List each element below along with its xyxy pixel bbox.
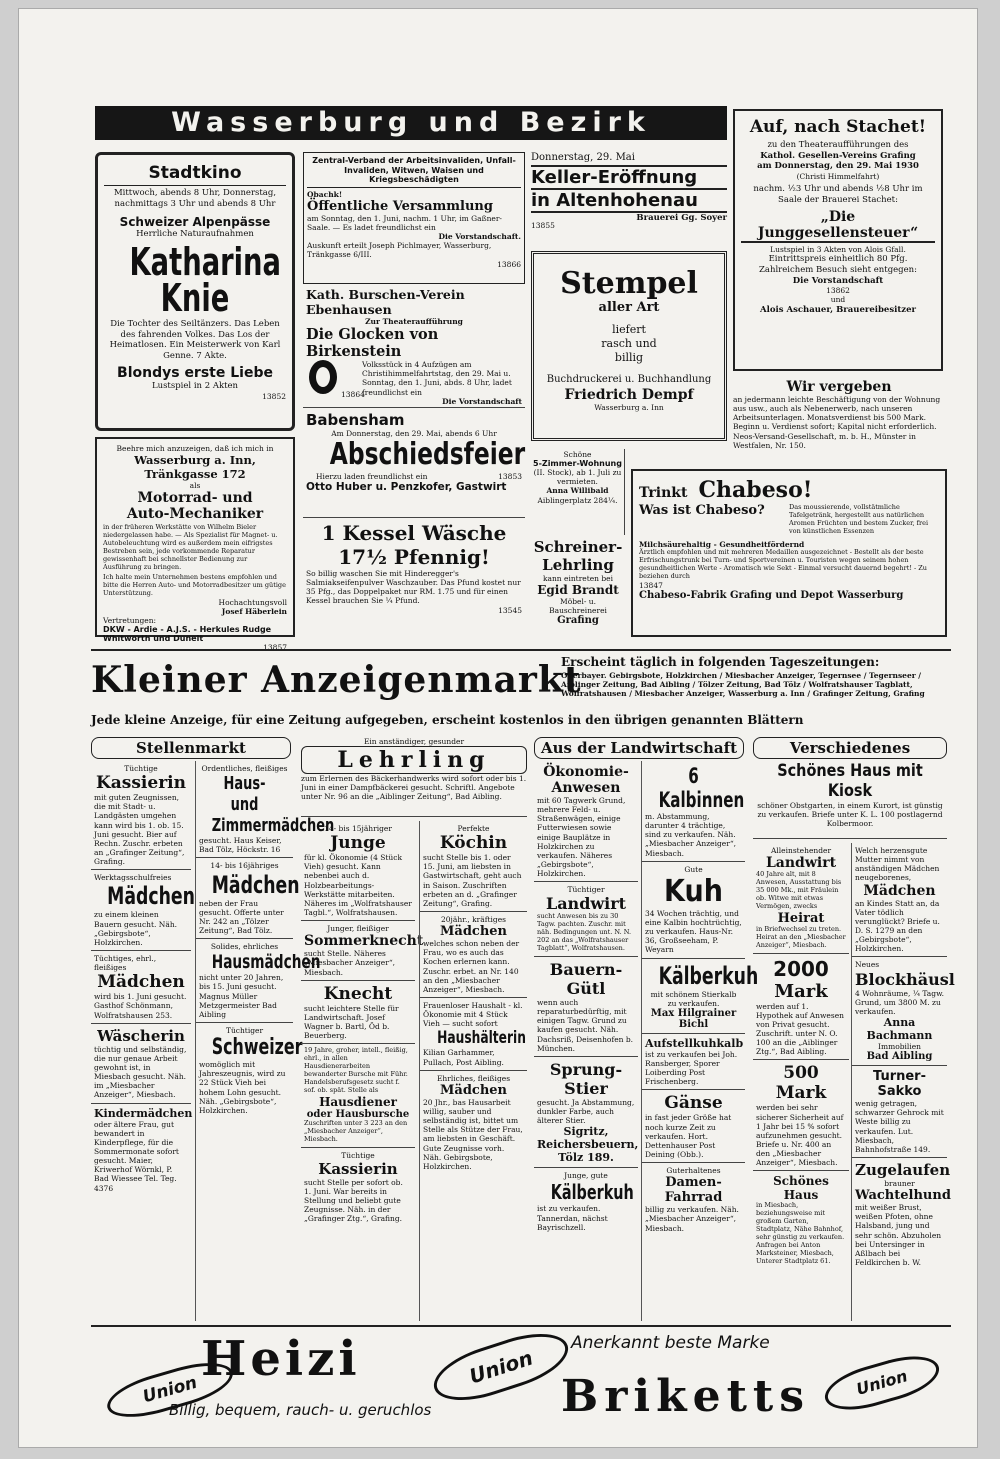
ad-madchen1 xyxy=(91,870,195,951)
stadtkino-film1-sub: Herrliche Naturaufnahmen xyxy=(136,229,254,240)
chabeso-q: Was ist Chabeso? xyxy=(639,503,765,518)
kassierin-text: mit guten Zeugnissen, die mit Stadt- u. Landgästen umgehen kann wird bis 1. ob. 15. Juni gesucht. Bier auf Rechn. Zuschr. erbeten an „Grafinger Zeitung“, Grafing. xyxy=(94,793,185,867)
union-brick-mid xyxy=(427,1323,575,1412)
stempel-sub: aller Art xyxy=(598,300,660,315)
keller-brew: Brauerei Gg. Soyer xyxy=(636,212,727,223)
zentral-ausk: Auskunft erteilt Joseph Pichlmayer, Wasserburg, Tränkgasse 6/III. xyxy=(307,241,492,260)
markt-slogan: Jede kleine Anzeige, für eine Zeitung aufgegeben, erscheint kostenlos in den übrigen genannten Blättern xyxy=(91,713,804,727)
kessel-line1: 1 Kessel Wäsche xyxy=(321,521,507,545)
knecht-title: Knecht xyxy=(323,983,393,1004)
moto-greet: Hochachtungsvoll xyxy=(218,597,287,607)
sommer-top: Junger, fleißiger xyxy=(327,924,389,934)
stachet-price: Eintrittspreis einheitlich 80 Pfg. xyxy=(768,254,908,265)
union-label-right: Union xyxy=(854,1366,910,1399)
ad-damen xyxy=(642,1163,745,1236)
madchen2-text: wird bis 1. Juni gesucht. Gasthof Schönmann, Wolfratshausen 253. xyxy=(94,992,187,1020)
madchen1-title: Mädchen xyxy=(107,882,195,911)
hausm-top: Solides, ehrliches xyxy=(210,942,279,952)
ad-kalberkuh1 xyxy=(534,1168,638,1235)
chabeso-fabrik: Chabeso-Fabrik Grafing und Depot Wasserburg xyxy=(639,589,904,601)
stadtkino-heading: Stadtkino xyxy=(148,163,242,183)
kessel-line2: 17½ Pfennig! xyxy=(338,545,490,569)
madchen2-top: Tüchtiges, ehrl., fleißiges xyxy=(94,953,157,973)
zentral-text: am Sonntag, den 1. Juni, nachm. 1 Uhr, im Gaßner-Saale. — Es ladet freundlichst ein xyxy=(307,213,502,233)
schones-title: Schönes Haus mit Kiosk xyxy=(777,761,923,801)
zentral-num: 13866 xyxy=(497,259,521,269)
kinder-title: Kindermädchen xyxy=(94,1106,193,1120)
kassierin2-top: Tüchtige xyxy=(341,1150,375,1160)
sommer-text: sucht Stelle. Näheres „Miesbacher Anzeiger“, Miesbach. xyxy=(304,949,396,977)
moto-vertr: Vertretungen: xyxy=(103,615,157,625)
kessel-text: So billig waschen Sie mit Hinderegger's Salmiakseifenpulver Waschzauber. Das Pfund kostet nur 35 Pfg., das Doppelpaket nur RM. 1.75 und für einen Kessel brauchen Sie ¼ Pfund. xyxy=(306,569,521,606)
kessel-ad xyxy=(303,518,525,618)
ad-turner xyxy=(852,1066,947,1158)
burschen-title: Die Glocken von Birkenstein xyxy=(306,326,439,361)
moto-text2: Ich halte mein Unternehmen bestens empfohlen und bitte die Herren Auto- und Motorradbesitzer um gütige Unterstützung. xyxy=(103,572,286,597)
stadtkino-star1: Katharina xyxy=(129,239,281,284)
landwirt2-top: Alleinstehender xyxy=(770,846,832,855)
zugelaufen-text: mit weißer Brust, weißen Pfoten, ohne Halsband, jung und sehr schön. Abzuholen bei Untersinger in Aßlbach bei Feldkirchen b. W. xyxy=(855,1203,942,1267)
zugelaufen-title2: Wachtelhund xyxy=(855,1188,951,1204)
schweizer-text: womöglich mit Jahreszeugnis, wird zu 22 Stück Vieh bei hohem Lohn gesucht. Näh. „Gebirgsbote“, Holzkirchen. xyxy=(199,1060,286,1115)
union-label-left: Union xyxy=(140,1372,200,1408)
ad-zweitaus xyxy=(753,954,849,1061)
stachet-text4: (Christi Himmelfahrt) xyxy=(796,171,880,181)
kalberkuh2-text: mit schönem Stierkalb zu verkaufen. xyxy=(650,989,737,1008)
babensham-invite: Hierzu laden freundlichst ein xyxy=(316,472,428,482)
sprung-title1: Sprung- xyxy=(549,1059,623,1079)
babensham-name: Otto Huber u. Penzkofer, Gastwirt xyxy=(306,481,507,494)
col-landw-1 xyxy=(534,761,638,1321)
kalberkuh1-text: ist zu verkaufen. Tannerdan, nächst Bayrischzell. xyxy=(537,1204,608,1232)
schoene-title: 5-Zimmer-Wohnung xyxy=(533,459,622,469)
haush-title: Haushälterin xyxy=(437,1028,526,1049)
stempel-name: Friedrich Dempf xyxy=(564,386,694,403)
sprung-title2: Stier xyxy=(564,1078,608,1098)
ad-kochin xyxy=(420,821,527,912)
stachet-und: und xyxy=(830,295,846,305)
stempel-shop: Buchdruckerei u. Buchhandlung xyxy=(546,374,712,386)
ad-funfhundert xyxy=(753,1060,849,1171)
kuh-top: Gute xyxy=(684,864,703,874)
kalberkuh1-top: Junge, gute xyxy=(564,1171,608,1181)
markt-papers: Oberbayer. Gebirgsbote, Holzkirchen / Miesbacher Anzeiger, Tegernsee / Tegernseer / Aiblinger Zeitung, Bad Aibling / Tölzer Zeitung, Bad Tölz / Wolfratshauser Tagblatt, Wolfratshausen / Miesbacher Anzeiger, Wasserburg a. Inn / Grafinger Zeitung, Grafing xyxy=(561,671,925,699)
madchen1-text: zu einem kleinen Bauern gesucht. Näh. „Gebirgsbote“, Holzkirchen. xyxy=(94,910,178,947)
keller-date: Donnerstag, 29. Mai xyxy=(531,152,635,163)
madchen2-title: Mädchen xyxy=(97,972,185,993)
vergeben-title: Wir vergeben xyxy=(786,379,892,395)
stempel-l2: rasch und xyxy=(601,336,657,350)
hausm-text: nicht unter 20 Jahren, bis 15. Juni gesucht. Magnus Müller Metzgermeister Bad Aibling xyxy=(199,973,284,1019)
kalberkuh2-name: Max Hilgrainer Bichl xyxy=(650,1007,737,1030)
schweizer-title: Schweizer xyxy=(211,1035,303,1061)
zentral-ort: Obachk! xyxy=(307,189,343,199)
damen-top: Guterhaltenes xyxy=(666,1166,721,1176)
stadtkino-num: 13852 xyxy=(262,392,286,401)
vergeben-text: an jedermann leichte Beschäftigung von der Wohnung aus usw., auch als Nebenerwerb, nach unseren Arbeitsunterlagen. Monatsverdienst bis 500 Mark. Beginn u. Verdienst sofort; Kapital nicht erforderlich. Neos-Versand-Gesellschaft, m. b. H., Münster in Westfalen, Nr. 150. xyxy=(733,395,941,450)
hausm-title: Hausmädchen xyxy=(211,951,321,974)
landwirt-top: Tüchtiger xyxy=(567,885,605,895)
stachet-text2: Kathol. Gesellen-Vereins Grafing xyxy=(760,150,916,161)
stadtkino-desc: Die Tochter des Seiltänzers. Das Leben des fahrenden Volkes. Das Los der Heimatlosen. Ein Meisterwerk von Karl Genne. 7 Akte. xyxy=(109,318,281,361)
ad-sprung xyxy=(534,1057,638,1168)
kalberkuh1-title: Kälberkuh xyxy=(550,1180,634,1205)
schoene-addr: Aiblingerplatz 284¼. xyxy=(537,495,618,505)
madchen6-text: Welch herzensgute Mutter nimmt von anständigen Mädchen neugeborenes, xyxy=(855,846,940,883)
zentral-sign: Die Vorstandschaft. xyxy=(438,232,521,242)
blockhausl-title: Blockhäusl xyxy=(855,969,955,989)
motorrad-ad xyxy=(95,437,295,652)
haush-name: Kilian Garhammer, Pullach, Post Aibling. xyxy=(423,1048,504,1067)
ad-knecht xyxy=(301,981,415,1045)
schreiner-sub: Möbel- u. Bauschreinerei xyxy=(549,597,607,616)
chabeso-trinkt: Trinkt xyxy=(639,485,688,501)
kassierin2-text: sucht Stelle per sofort ob. 1. Juni. War bereits in Stellung und beliebt gute Zeugnisse. Näh. in der „Grafinger Ztg.“, Grafing. xyxy=(304,1177,403,1224)
stellenmarkt-head: Stellenmarkt xyxy=(91,737,291,759)
ad-zugelaufen xyxy=(852,1158,951,1270)
schoene-text: (II. Stock), ab 1. Juli zu vermieten. xyxy=(533,468,622,487)
turner-title: Turner-Sakko xyxy=(873,1069,926,1100)
chabeso-sub: Milchsäurehaltig - Gesundheitfördernd xyxy=(639,539,805,549)
stadtkino-times: Mittwoch, abends 8 Uhr, Donnerstag, nachmittags 3 Uhr und abends 8 Uhr xyxy=(113,188,277,209)
babensham-date: Am Donnerstag, den 29. Mai, abends 6 Uhr xyxy=(331,429,497,438)
funfhundert-text: werden bei sehr sicherer Sicherheit auf 1 Jahr bei 15 % sofort aufzunehmen gesucht. Briefe u. Nr. 400 an den „Miesbacher Anzeiger“, Miesbach. xyxy=(756,1103,844,1168)
ad-schweizer xyxy=(196,1023,303,1118)
stempel-ad xyxy=(531,251,727,441)
ad-kinder xyxy=(91,1104,191,1196)
ad-hausm xyxy=(196,939,321,1023)
schreiner-name: Egid Brandt xyxy=(537,583,619,598)
madchen4-title: Mädchen xyxy=(440,924,507,940)
landwirt2-text: 40 Jahre alt, mit 8 Anwesen, Ausstattung bis 35 000 Mk., mit Fräulein ob. Witwe mit etwas Vermögen, zwecks xyxy=(756,870,842,910)
lehrling-top: Ein anständiger, gesunder xyxy=(363,737,465,746)
burschen-text: Volksstück in 4 Aufzügen am Christihimmelfahrtstag, den 29. Mai u. Sonntag, den 1. Juni, abds. 8 Uhr, ladet freundlichst ein xyxy=(362,360,512,397)
schreiner-title2: Lehrling xyxy=(542,556,614,574)
madchen6-title: Mädchen xyxy=(863,882,936,899)
haus-title1: Haus- und xyxy=(223,773,266,816)
landwirtschaft-head: Aus der Landwirtschaft xyxy=(534,737,744,759)
ad-sommer xyxy=(301,921,424,981)
kochin-text: sucht Stelle bis 1. oder 15. Juni, am liebsten in Gastwirtschaft, geht auch in Saison. Zuschriften erbeten an d. „Grafinger Zeitung“, Grafing. xyxy=(423,853,522,908)
sprung-text: gesucht. Ja Abstammung, dunkler Farbe, auch älterer Stier. xyxy=(537,1097,635,1126)
zweitaus-title2: Mark xyxy=(774,980,828,1002)
heizi-slogan: Billig, bequem, rauch- u. geruchlos xyxy=(169,1401,432,1419)
babensham-num: 13853 xyxy=(498,472,522,482)
okonomie-title2: Anwesen xyxy=(551,780,621,796)
burschen-head: Kath. Burschen-Verein Ebenhausen xyxy=(306,287,465,317)
zweitaus-title1: 2000 xyxy=(773,956,829,981)
schweizer-top: Tüchtiger xyxy=(225,1025,264,1035)
schreiner-text: kann eintreten bei xyxy=(542,574,614,583)
junge-top: 14- bis 15jähriger xyxy=(324,824,392,833)
bauerngutl-title1: Bauern- xyxy=(549,960,623,980)
ad-bauerngutl xyxy=(534,957,638,1057)
stachet-title: Auf, nach Stachet! xyxy=(749,117,927,137)
heizi-title: Heizi xyxy=(201,1331,361,1387)
ad-madchen3 xyxy=(196,858,300,939)
kochin-top: Perfekte xyxy=(457,824,490,833)
moto-text: in der früheren Werkstätte von Wilhelm Bieler niedergelassen habe. — Als Spezialist für Magnet- u. Autobeleuchtung wird es außerdem mein eifrigstes Bestreben sein, jede vorkommende Reparatur gewissenhaft bei schnellster Bedienung zur Ausführung zu bringen. xyxy=(103,523,278,571)
okonomie-text: mit 60 Tagwerk Grund, mehrere Feld- u. Straßenwägen, einige Futterwiesen sowie einige Bauplätze in Holzkirchen zu verkaufen. Näheres „Gebirgsbote“, Holzkirchen. xyxy=(537,796,626,879)
ad-madchen6 xyxy=(852,843,947,957)
heizi-tag: Anerkannt beste Marke xyxy=(571,1333,770,1353)
burschen-num: 13864 xyxy=(341,389,365,399)
col-stellen-4 xyxy=(419,821,527,1321)
stempel-loc: Wasserburg a. Inn xyxy=(594,402,664,412)
blockhausl-sub: Immobilien xyxy=(878,1041,921,1051)
burschen-zur: Zur Theateraufführung xyxy=(365,317,463,326)
vergeben-ad xyxy=(731,377,947,463)
stadtkino-film1: Schweizer Alpenpässe xyxy=(119,215,271,230)
babensham-title: Abschiedsfeier xyxy=(329,437,526,473)
newspaper-page xyxy=(18,8,978,1448)
ganse-title: Gänse xyxy=(664,1093,723,1114)
chabeso-brand: Chabeso! xyxy=(698,477,813,503)
markt-header xyxy=(91,649,951,731)
turner-text: wenig getragen, schwarzer Gehrock mit Weste billig zu verkaufen. Lut. Miesbach, Bahnhofstraße 149. xyxy=(855,1099,944,1154)
madchen6-text2: an Kindes Statt an, da Vater tödlich verunglückt? Briefe u. D. S. 1279 an den „Gebirgsbote“, Holzkirchen. xyxy=(855,898,940,954)
blockhausl-place: Bad Aibling xyxy=(866,1051,933,1063)
stempel-l3: billig xyxy=(614,350,644,364)
ad-kassierin2 xyxy=(301,1148,415,1227)
schoene-name: Anna Willibald xyxy=(546,486,609,496)
wascherin-text: tüchtig und selbständig, die nur genaue Arbeit gewohnt ist, in Miesbach gesucht. Näh. im „Miesbacher Anzeiger“, Miesbach. xyxy=(94,1044,187,1100)
verschiedenes-head: Verschiedenes xyxy=(753,737,947,759)
lehrling-text: zum Erlernen des Bäckerhandwerks wird sofort oder bis 1. Juni in einer Dampfbäckerei gesucht. Schriftl. Angebote unter Nr. 96 an die „Aiblinger Zeitung“, Bad Aibling. xyxy=(301,774,527,802)
schoene-top: Schöne xyxy=(563,450,592,459)
kessel-num: 13545 xyxy=(498,605,522,615)
ad-haush xyxy=(420,998,527,1071)
knecht-text: sucht leichtere Stelle für Landwirtschaft. Josef Wagner b. Bartl, Öd b. Beuerberg. xyxy=(304,1003,399,1041)
junge-text: für kl. Ökonomie (4 Stück Vieh) gesucht. Kann nebenbei auch d. Holzbearbeitungs- Werkstätte mitarbeiten. Näheres im „Wolfratshauser Tagbl.“, Wolfratshausen. xyxy=(304,853,412,917)
ad-madchen5 xyxy=(420,1071,527,1174)
markt-erscheint: Erscheint täglich in folgenden Tageszeitungen: xyxy=(561,655,880,669)
schones2-text: in Miesbach, beziehungsweise mit großem Garten, Stadtplatz, Nähe Bahnhof, sehr günstig zu verkaufen. Anfragen bei Anton Marksteiner, Miesbach, Unterer Stadtplatz 61. xyxy=(756,1201,845,1265)
stachet-sub: Lustspiel in 3 Akten von Alois Gfall. xyxy=(770,245,906,255)
stadtkino-ad xyxy=(95,152,295,431)
heizi-ad xyxy=(91,1325,951,1429)
ring-icon xyxy=(309,360,337,394)
ad-kalbinnen xyxy=(642,761,745,862)
lehrling-title: Lehrling xyxy=(301,746,527,774)
haus-top: Ordentliches, fleißiges xyxy=(201,764,288,773)
col-landw-2 xyxy=(641,761,759,1321)
moto-title2: Auto-Mechaniker xyxy=(126,506,264,523)
kinder-text: oder ältere Frau, gut bewandert in Kinderpflege, für die Sommermonate sofort gesucht. Maier, Kriwerhof Wörnkl, P. Bad Wiessee Tel. Teg. 4376 xyxy=(94,1119,179,1193)
markt-title: Kleiner Anzeigenmarkt xyxy=(91,659,582,701)
ad-blockhausl xyxy=(852,957,955,1066)
kalbinnen-text: m. Abstammung, darunter 4 trächtige, sind zu verkaufen. Näh. „Miesbacher Anzeiger“, Miesbach. xyxy=(645,812,737,858)
damen-text: billig zu verkaufen. Näh. „Miesbacher Anzeiger“, Miesbach. xyxy=(645,1205,739,1233)
blockhausl-top: Neues xyxy=(855,960,880,970)
stachet-invite: Zahlreichem Besuch sieht entgegen: xyxy=(759,265,917,276)
col-versch-2 xyxy=(851,843,955,1321)
schreiner-place: Grafing xyxy=(557,615,599,627)
madchen5-title: Mädchen xyxy=(440,1082,507,1098)
keller-ad xyxy=(531,152,727,244)
ad-madchen4 xyxy=(420,912,527,998)
madchen3-text: neben der Frau gesucht. Offerte unter Nr. 242 an „Tölzer Zeitung“, Bad Tölz. xyxy=(199,898,284,935)
banner xyxy=(95,106,727,140)
ad-hausdiener xyxy=(301,1044,415,1147)
stempel-title: Stempel xyxy=(560,266,698,301)
col-versch-1 xyxy=(753,843,849,1321)
ad-ganse xyxy=(642,1090,745,1163)
zentral-head: Zentral-Verband der Arbeitsinvaliden, Unfall-Invaliden, Witwen, Waisen und Kriegsbeschädigten xyxy=(312,156,516,185)
moto-als: als xyxy=(189,481,201,491)
schreiner-title1: Schreiner- xyxy=(533,538,623,556)
bauerngutl-text: wenn auch reparaturbedürftig, mit einigen Tagw. Grund zu kaufen gesucht. Näh. Dachsriß, Deisenhofen b. München. xyxy=(537,998,634,1053)
zugelaufen-top: brauner xyxy=(884,1178,915,1188)
stadtkino-film2-sub: Lustspiel in 2 Akten xyxy=(151,381,239,392)
ad-lehrling xyxy=(301,737,527,817)
haus-text: gesucht. Haus Keiser, Bad Tölz, Höckstr. 16 xyxy=(199,836,282,855)
chabeso-num: 13847 xyxy=(639,580,663,590)
blockhausl-name: Anna Bachmann xyxy=(866,1015,933,1042)
burschen-ad xyxy=(303,284,525,408)
stachet-name: Alois Aschauer, Brauereibesitzer xyxy=(760,304,916,315)
stachet-ad xyxy=(733,109,943,371)
banner-title: Wasserburg und Bezirk xyxy=(171,107,651,138)
madchen3-title: Mädchen xyxy=(211,870,300,899)
blockhausl-text: 4 Wohnräume, ¼ Tagw. Grund, um 3800 M. zu verkaufen. xyxy=(855,988,944,1016)
chabeso-text: Ärztlich empfohlen und mit mehreren Medaillen ausgezeichnet - Bestellt als der beste Erfrischungstrunk bei Turn- und Sportvereinen u. Touristen wegen seinem hohen gesundheitlichen Werte - Aromatisch wie Sekt - Einmal versucht dauernd begehrt! - Zu beziehen durch xyxy=(639,547,927,580)
schones2-title: Schönes Haus xyxy=(773,1174,829,1203)
stachet-text5: nachm. ½3 Uhr und abends ½8 Uhr im Saale der Brauerei Stachet: xyxy=(753,184,923,205)
col-stellen-2 xyxy=(195,761,335,1321)
ad-landwirt2 xyxy=(753,843,849,954)
haush-text: Frauenloser Haushalt - kl. Ökonomie mit 4 Stück Vieh — sucht sofort xyxy=(423,1000,523,1029)
moto-place: Wasserburg a. Inn, Tränkgasse 172 xyxy=(134,453,256,482)
stadtkino-film2: Blondys erste Liebe xyxy=(117,365,273,382)
zweitaus-text: werden auf 1. Hypothek auf Anwesen von Privat gesucht. Zuschrift. unter N. O. 100 an die „Aiblinger Ztg.“, Bad Aibling. xyxy=(756,1001,844,1057)
landwirt-title: Landwirt xyxy=(545,894,627,914)
bauerngutl-title2: Gütl xyxy=(566,979,606,999)
ad-kalberkuh2 xyxy=(642,959,759,1034)
chabeso-desc: Das moussierende, vollstätmliche Tafelgetränk, hergestellt aus natürlichen Aromen Früchten und bestem Zucker, frei von künstlichen Essenzen xyxy=(789,503,929,535)
hausdiener-text: 19 Jahre, groher, intell., fleißig, ehrl., in allen Hausdienerarbeiten bewanderter Bursche mit Führ. Handelsberufsgesetz sucht f. sof. ob. spät. Stelle als xyxy=(304,1046,408,1094)
aufstell-title: Aufstellkuhkalb xyxy=(645,1036,744,1050)
kochin-title: Köchin xyxy=(439,833,508,854)
ad-schones xyxy=(753,761,947,839)
junge-title: Junge xyxy=(330,833,386,854)
moto-intro: Beehre mich anzuzeigen, daß ich mich in xyxy=(116,444,274,453)
kalbinnen-title: 6 Kalbinnen xyxy=(658,764,745,812)
schreiner-ad xyxy=(531,537,625,637)
kuh-text: 34 Wochen trächtig, und eine Kalbin hochtrüchtig, zu verkaufen. Haus-Nr. 36, Großseeham, P. Weyarn xyxy=(645,908,742,955)
ad-madchen2 xyxy=(91,951,191,1024)
moto-num: 13857 xyxy=(263,643,287,652)
wascherin-title: Wäscherin xyxy=(97,1026,185,1045)
landwirt-text: sucht Anwesen bis zu 30 Tagw. pachten. Zuschr. mit näh. Bedingungen unt. N. N. 202 an das „Wolfratshauser Tagblatt“, Wolfratshausen. xyxy=(537,912,632,953)
aufstell-text: ist zu verkaufen bei Joh. Ransberger, Sporer Loiberding Post Frischenberg. xyxy=(645,1049,738,1087)
middle-column xyxy=(303,152,525,638)
babensham-place: Babensham xyxy=(306,411,405,429)
kassierin-top: Tüchtige xyxy=(124,764,158,773)
sommer-title: Sommerknecht xyxy=(304,933,424,950)
kassierin2-title: Kassierin xyxy=(318,1159,398,1178)
moto-title1: Motorrad- und xyxy=(137,490,253,507)
madchen5-top: Ehrliches, fleißiges xyxy=(436,1073,511,1083)
kassierin-title: Kassierin xyxy=(96,773,186,794)
funfhundert-title: 500 Mark xyxy=(775,1063,827,1104)
keller-title: Keller-Eröffnung xyxy=(531,165,727,190)
damen-title2: Fahrrad xyxy=(664,1190,723,1206)
sprung-name: Sigritz, Reichersbeuern, Tölz 189. xyxy=(537,1125,639,1165)
kuh-title: Kuh xyxy=(664,873,723,909)
damen-title1: Damen- xyxy=(665,1175,722,1191)
madchen1-top: Werktagsschulfreies xyxy=(94,873,172,883)
wohnung-ad xyxy=(531,449,625,535)
kalberkuh2-title: Kälberkuh xyxy=(658,961,759,990)
burschen-sign: Die Vorstandschaft xyxy=(442,396,522,406)
stempel-l1: liefert xyxy=(612,323,646,336)
stadtkino-star2: Knie xyxy=(160,275,230,320)
stachet-text1: zu den Theateraufführungen des xyxy=(767,140,909,150)
landwirt2-title: Landwirt xyxy=(765,855,837,872)
ganse-text: in fast jeder Größe hat noch kurze Zeit zu verkaufen. Hort. Dettenhauser Post Deining (Obb.). xyxy=(645,1113,732,1159)
okonomie-title1: Ökonomie- xyxy=(543,764,629,780)
hausdiener-title: Hausdiener xyxy=(319,1094,397,1109)
zugelaufen-title: Zugelaufen xyxy=(855,1160,951,1179)
col-stellen-1 xyxy=(91,761,195,1321)
ad-haus xyxy=(196,761,335,858)
babensham-ad xyxy=(303,408,525,518)
union-brick-right xyxy=(820,1348,944,1419)
moto-brands: DKW - Ardie - A.J.S. - Herkules Rudge Whitworth und Dunelt xyxy=(103,625,272,643)
stachet-play: „Die Junggesellensteuer“ xyxy=(741,209,935,243)
stachet-sign: Die Vorstandschaft xyxy=(792,275,884,286)
moto-name: Josef Häberlein xyxy=(221,606,287,616)
schones-text: schöner Obstgarten, in einem Kurort, ist günstig zu verkaufen. Briefe unter K. L. 100 postlagernd Kolbermoor. xyxy=(757,801,943,829)
hausdiener-text2: Zuschriften unter 3 223 an den „Miesbacher Anzeiger“, Miesbach. xyxy=(304,1118,408,1143)
zentral-ad xyxy=(303,152,525,284)
haus-title2: Zimmermädchen xyxy=(211,815,335,837)
madchen3-top: 14- bis 16jähriges xyxy=(210,861,279,871)
landwirt2-text2: in Briefwechsel zu treten. Heirat an den „Miesbacher Anzeiger“, Miesbach. xyxy=(756,924,846,949)
ad-aufstell xyxy=(642,1034,745,1091)
col-stellen-3 xyxy=(301,821,424,1321)
chabeso-ad xyxy=(631,469,947,637)
union-label-mid: Union xyxy=(466,1345,536,1389)
ad-kassierin xyxy=(91,761,191,870)
madchen5-text: 20 Jhr., bas Hausarbeit willig, sauber und selbständig ist, bittet um Stelle als Stütze der Frau, am liebsten in Geschäft. Gute Zeugnisse vorh. Näh. Gebirgsbote, Holzkirchen. xyxy=(423,1097,523,1171)
landwirt2-title2: Heirat xyxy=(777,910,825,926)
heizi-brikett: Briketts xyxy=(561,1371,810,1422)
keller-place: in Altenhohenau xyxy=(531,190,727,213)
ad-wascherin xyxy=(91,1024,191,1104)
stachet-num: 13862 xyxy=(826,286,850,296)
ad-landwirt xyxy=(534,882,638,957)
ad-kuh xyxy=(642,862,745,959)
keller-num: 13855 xyxy=(531,220,555,230)
stachet-text3: am Donnerstag, den 29. Mai 1930 xyxy=(757,161,919,172)
zentral-title: Öffentliche Versammlung xyxy=(307,198,493,214)
ad-okonomie xyxy=(534,761,638,882)
madchen4-text: welches schon neben der Frau, wo es auch das Kochen erlernen kann. Zuschr. erbet. an Nr. 140 an den „Miesbacher Anzeiger“, Miesbach. xyxy=(423,939,520,994)
ad-schones2 xyxy=(753,1171,849,1268)
hausdiener-title2: oder Hausbursche xyxy=(306,1108,410,1120)
madchen4-top: 20jähr., kräftiges xyxy=(441,914,506,924)
ad-junge xyxy=(301,821,415,921)
